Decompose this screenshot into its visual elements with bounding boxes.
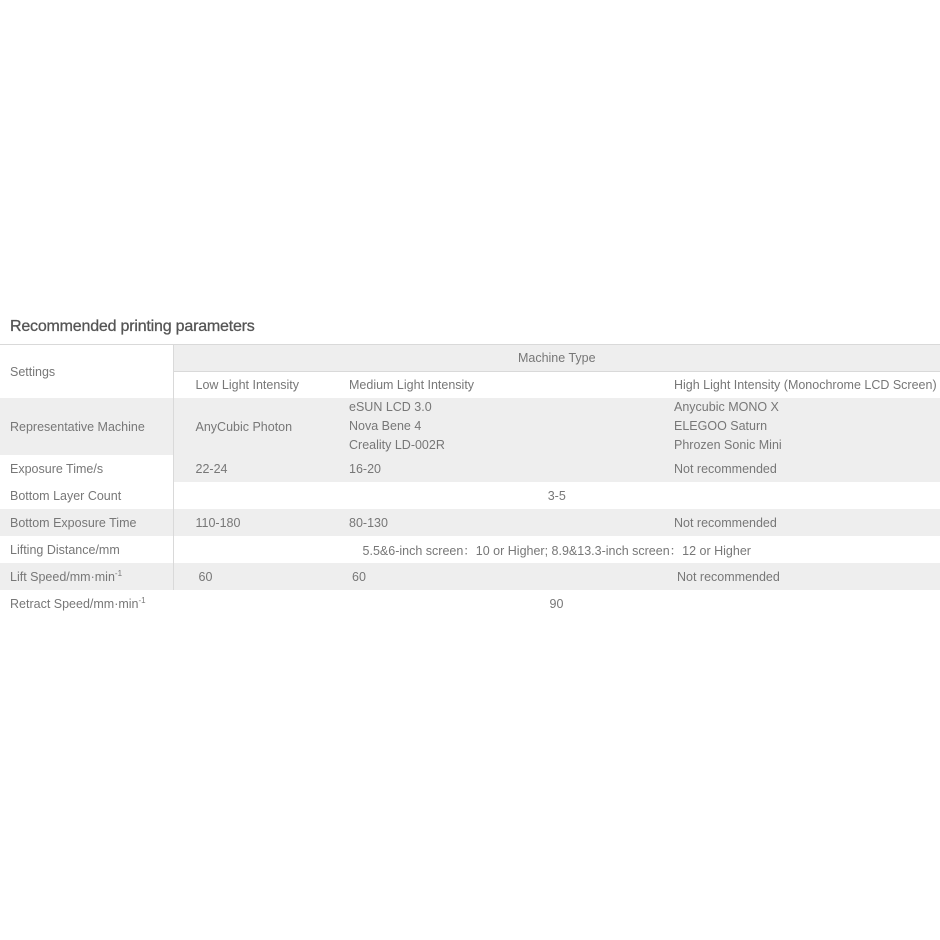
row-label-retract-speed [0,590,173,617]
machine-name: ELEGOO Saturn [674,419,768,433]
cell-medium-machines [327,398,652,455]
cell-lifting-distance: 5.5&6-inch screen：10 or Higher; 8.9&13.3-inch screen：12 or Higher [362,543,751,558]
row-label-lifting-distance: Lifting Distance/mm [0,536,173,563]
cell-low-machine: AnyCubic Photon [173,398,327,455]
cell-medium-bottom-exposure: 80-130 [327,509,652,536]
row-label-lift-speed [0,563,173,590]
table-header-row [0,345,940,372]
table-row [0,509,940,536]
retract-speed-label-exponent: -1 [138,595,146,605]
settings-header: Settings [0,345,173,399]
cell-retract-speed: 90 [549,596,564,611]
cell-medium-lift-speed: 60 [327,563,652,590]
lift-speed-label-text: Lift Speed/mm·min [10,569,115,584]
table-row [0,590,940,617]
cell-high-bottom-exposure: Not recommended [652,509,940,536]
row-label-representative-machine: Representative Machine [0,398,173,455]
table-row [0,398,940,455]
retract-speed-label-text: Retract Speed/mm·min [10,596,139,611]
machine-name: Nova Bene 4 [349,419,422,433]
cell-high-lift-speed: Not recommended [652,563,940,590]
table-row [0,455,940,482]
row-label-bottom-exposure-time: Bottom Exposure Time [0,509,173,536]
cell-high-exposure: Not recommended [652,455,940,482]
printing-parameters-table [0,344,940,617]
row-label-exposure-time: Exposure Time/s [0,455,173,482]
machine-name: Phrozen Sonic Mini [674,438,782,452]
cell-high-machines [652,398,940,455]
page-title: Recommended printing parameters [10,318,255,335]
column-header-medium: Medium Light Intensity [327,372,652,399]
lift-speed-label-exponent: -1 [114,568,123,578]
cell-low-exposure: 22-24 [173,455,327,482]
table-row [0,536,940,563]
row-label-bottom-layer-count: Bottom Layer Count [0,482,173,509]
column-header-high: High Light Intensity (Monochrome LCD Screen) [652,372,940,399]
table-row [0,482,940,509]
machine-type-header: Machine Type [173,345,940,372]
column-header-low: Low Light Intensity [173,372,327,399]
cell-low-bottom-exposure: 110-180 [173,509,327,536]
cell-medium-exposure: 16-20 [327,455,652,482]
machine-name: Creality LD-002R [349,438,445,452]
table-row [0,563,940,590]
machine-name: Anycubic MONO X [674,400,779,414]
cell-low-lift-speed: 60 [173,563,327,590]
cell-bottom-layer-count: 3-5 [547,488,566,503]
machine-name: eSUN LCD 3.0 [349,400,432,414]
